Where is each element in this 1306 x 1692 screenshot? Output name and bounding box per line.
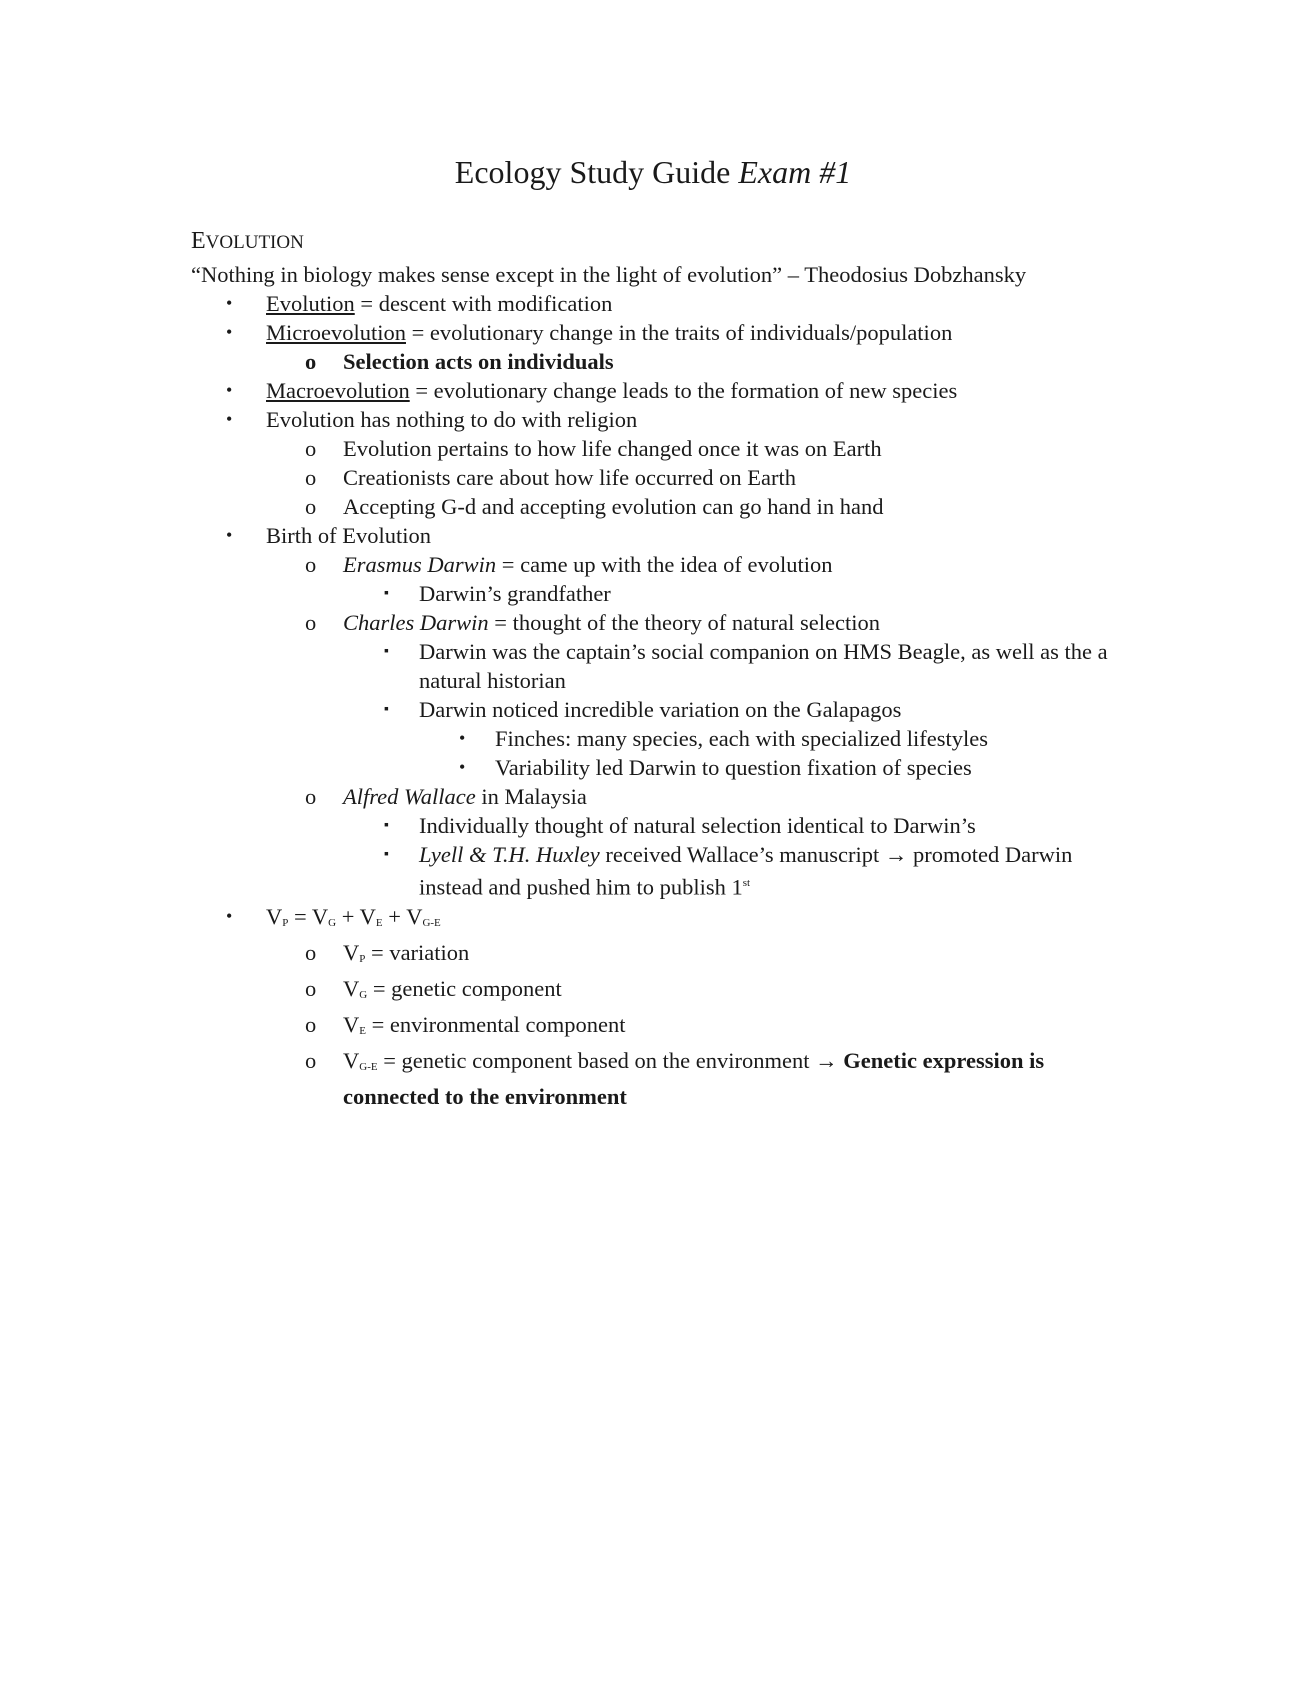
circle-bullet-icon: o <box>305 1047 317 1073</box>
item-text: Evolution has nothing to do with religion <box>266 407 638 432</box>
sub-p: P <box>359 952 366 965</box>
list-item <box>191 1046 1111 1111</box>
var-v: V <box>343 975 360 1001</box>
circle-bullet-icon: o <box>305 465 317 490</box>
bullet-icon: • <box>226 380 233 400</box>
var-v: V <box>343 939 360 965</box>
plus: + <box>382 903 407 929</box>
definition: = genetic component <box>367 975 562 1001</box>
list-item <box>191 492 1111 521</box>
sub-item-text: Accepting G-d and accepting evolution can go hand in hand <box>343 494 884 519</box>
sub-item-text: Darwin noticed incredible variation on the Galapagos <box>419 697 902 722</box>
list-item <box>191 463 1111 492</box>
sub-item-text: Finches: many species, each with specialized lifestyles <box>495 726 988 751</box>
list-item <box>191 434 1111 463</box>
list-item <box>191 782 1111 811</box>
definition: = genetic component based on the environment → <box>377 1047 844 1073</box>
var-v: V <box>406 903 423 929</box>
list-item <box>191 811 1111 840</box>
circle-bullet-icon: o <box>305 349 317 374</box>
list-item <box>191 579 1111 608</box>
definition: = came up with the idea of evolution <box>496 552 833 577</box>
list-item <box>191 974 1111 1010</box>
circle-bullet-icon: o <box>305 610 317 635</box>
list-item <box>191 347 1111 376</box>
equation-item <box>191 902 1111 938</box>
var-v: V <box>359 903 376 929</box>
term: Evolution <box>266 291 355 316</box>
term: Macroevolution <box>266 378 410 403</box>
definition: in Malaysia <box>475 784 587 809</box>
sub-item-text: Selection acts on individuals <box>343 349 614 374</box>
bullet-icon: • <box>459 728 466 748</box>
definition: = variation <box>365 939 470 965</box>
circle-bullet-icon: o <box>305 975 317 1001</box>
definition: = descent with modification <box>354 291 613 316</box>
circle-bullet-icon: o <box>305 939 317 965</box>
bullet-icon: • <box>226 293 233 313</box>
person-name: Erasmus Darwin <box>343 552 497 577</box>
list-item <box>191 521 1111 550</box>
circle-bullet-icon: o <box>305 1011 317 1037</box>
section-heading-first: E <box>191 228 206 254</box>
square-bullet-icon: ▪ <box>384 586 389 601</box>
list-item <box>191 840 1111 902</box>
list-item <box>191 753 1111 782</box>
section-heading-rest: VOLUTION <box>205 232 304 253</box>
list-item <box>191 376 1111 405</box>
sub-ge: G-E <box>422 916 441 929</box>
sub-item-text: Creationists care about how life occurred on Earth <box>343 465 796 490</box>
quote: “Nothing in biology makes sense except in the light of evolution” – Theodosius Dobzhansky <box>191 262 1027 287</box>
plus: + <box>336 903 360 929</box>
list-item <box>191 724 1111 753</box>
bullet-icon: • <box>226 905 233 926</box>
list-item <box>191 695 1111 724</box>
square-bullet-icon: ▪ <box>384 847 389 862</box>
square-bullet-icon: ▪ <box>384 644 389 659</box>
definition: = thought of the theory of natural selection <box>488 610 880 635</box>
list-item <box>191 938 1111 974</box>
square-bullet-icon: ▪ <box>384 818 389 833</box>
bullet-icon: • <box>226 409 233 429</box>
person-name: Alfred Wallace <box>343 784 476 809</box>
equals: = <box>288 903 312 929</box>
circle-bullet-icon: o <box>305 436 317 461</box>
sub-item-text: Darwin’s grandfather <box>419 581 611 606</box>
sub-e: E <box>359 1024 366 1037</box>
sub-g: G <box>328 916 337 929</box>
list-item <box>191 608 1111 637</box>
bullet-icon: • <box>226 322 233 342</box>
definition: = evolutionary change in the traits of individuals/population <box>405 320 953 345</box>
term: Microevolution <box>266 320 406 345</box>
circle-bullet-icon: o <box>305 784 317 809</box>
list-item <box>191 405 1111 434</box>
list-item <box>191 318 1111 347</box>
var-v: V <box>343 1011 360 1037</box>
superscript: st <box>742 877 751 889</box>
sub-item-text: Variability led Darwin to question fixation of species <box>495 755 972 780</box>
section-heading <box>191 226 1111 258</box>
sub-p: P <box>282 916 289 929</box>
sub-ge: G-E <box>359 1060 378 1073</box>
person-name: Charles Darwin <box>343 610 489 635</box>
sub-item-text: Individually thought of natural selection identical to Darwin’s <box>419 813 976 838</box>
person-name: Lyell & T.H. Huxley <box>419 842 600 867</box>
var-v: V <box>311 903 329 929</box>
circle-bullet-icon: o <box>305 494 317 519</box>
list-item <box>191 289 1111 318</box>
sub-g: G <box>359 988 368 1001</box>
title-exam: Exam #1 <box>738 154 852 190</box>
bullet-icon: • <box>459 757 466 777</box>
page-title <box>0 152 1306 192</box>
definition: received Wallace’s manuscript → promoted Darwin instead and pushed him to publish 1 <box>419 842 1073 900</box>
list-item <box>191 550 1111 579</box>
title-text: Ecology Study Guide <box>454 154 731 190</box>
var-v: V <box>266 903 283 929</box>
sub-item-text: Darwin was the captain’s social companion on HMS Beagle, as well as the a natural historian <box>419 639 1108 693</box>
bold-conclusion: Genetic expression is connected to the environment <box>343 1047 1045 1109</box>
square-bullet-icon: ▪ <box>384 702 389 717</box>
sub-e: E <box>375 916 383 929</box>
sub-item-text: Evolution pertains to how life changed once it was on Earth <box>343 436 882 461</box>
list-item <box>191 637 1111 695</box>
bullet-icon: • <box>226 525 233 545</box>
circle-bullet-icon: o <box>305 552 317 577</box>
definition: = evolutionary change leads to the formation of new species <box>409 378 958 403</box>
list-item <box>191 1010 1111 1046</box>
var-v: V <box>343 1047 360 1073</box>
definition: = environmental component <box>365 1011 626 1037</box>
study-guide-content <box>191 226 1111 1111</box>
item-text: Birth of Evolution <box>266 523 431 548</box>
